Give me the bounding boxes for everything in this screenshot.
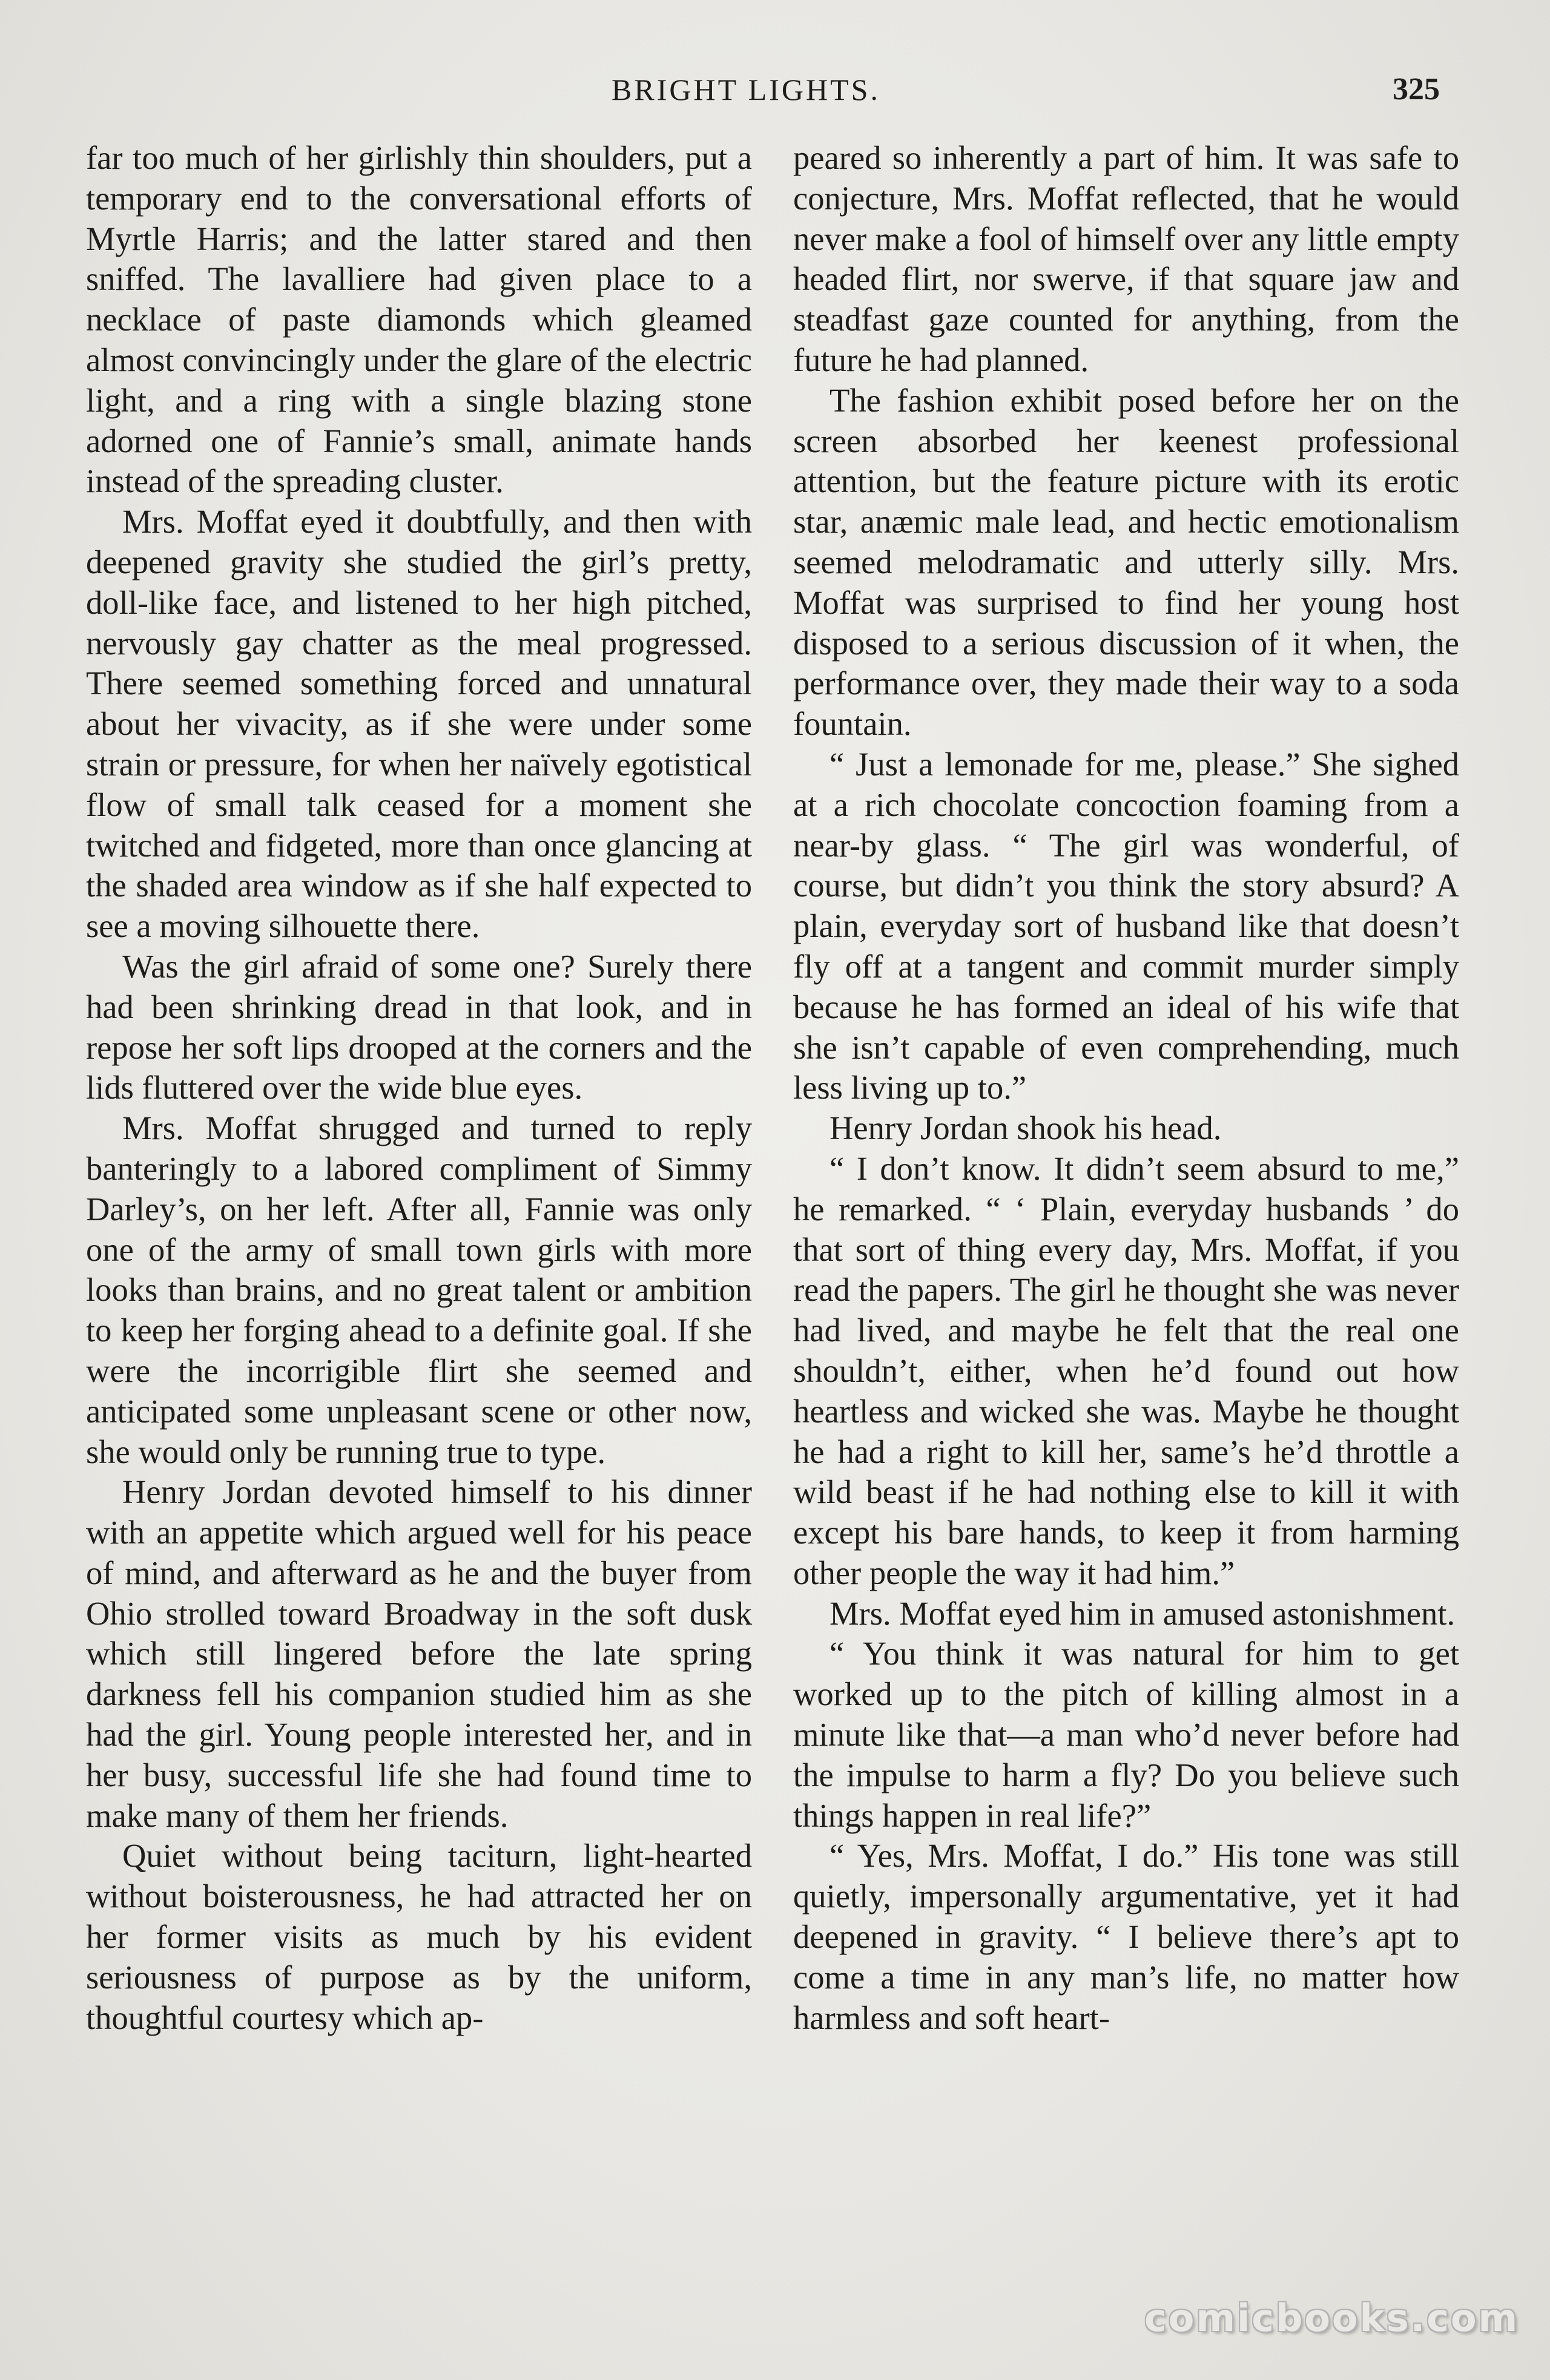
- paragraph: The fashion exhibit posed before her on the screen absorbed her keenest professional attention, but the feature picture with its erotic star, anæmic male lead, and hectic emotionalism seemed melodramatic and utterly silly. Mrs. Moffat was surprised to find her young host disposed to a serious discussion of it when, the performance over, they made their way to a soda fountain.: [793, 381, 1459, 743]
- page-header: [0, 65, 1550, 114]
- paragraph: Was the girl afraid of some one? Surely there had been shrinking dread in that look, and in repose her soft lips drooped at the corners and the lids fluttered over the wide blue eyes.: [86, 947, 752, 1106]
- paragraph: “ You think it was natural for him to get worked up to the pitch of killing almost in a minute like that—a man who’d never before had the impulse to harm a fly? Do you believe such things happen in real life?”: [793, 1635, 1459, 1834]
- site-watermark: comicbooks.com: [1144, 2296, 1520, 2340]
- page-number: 325: [1393, 72, 1440, 107]
- paragraph: Mrs. Moffat eyed it doubtfully, and then with deepened gravity she studied the girl’s pretty, doll-like face, and listened to her high pitched, nervously gay chatter as the meal progressed. There seemed something forced and unnatural about her vivacity, as if she were under some strain or pressure, for when her naïvely egotistical flow of small talk ceased for a moment she twitched and fidgeted, more than once glancing at the shaded area window as if she half expected to see a moving silhouette there.: [86, 503, 752, 945]
- paragraph: far too much of her girlishly thin shoulders, put a temporary end to the conversational efforts of Myrtle Harris; and the latter stared and then sniffed. The lavalliere had given place to a necklace of paste diamonds which gleamed almost convincingly under the glare of the electric light, and a ring with a single blazing stone adorned one of Fannie’s small, animate hands instead of the spreading cluster.: [86, 139, 752, 500]
- right-column: [793, 138, 1459, 2038]
- paragraph: Henry Jordan shook his head.: [829, 1109, 1222, 1147]
- running-head: BRIGHT LIGHTS.: [612, 73, 880, 107]
- paragraph: “ Yes, Mrs. Moffat, I do.” His tone was still quietly, impersonally argumentative, yet it had deepened in gravity. “ I believe there’s apt to come a time in any man’s life, no matter how harmless and soft heart-: [793, 1837, 1459, 2036]
- paragraph: Quiet without being taciturn, light-hearted without boisterousness, he had attracted her on her former visits as much by his evident seriousness of purpose as by the uniform, thoughtful courtesy which ap-: [86, 1837, 752, 2036]
- paragraph: Mrs. Moffat eyed him in amused astonishment.: [829, 1594, 1456, 1632]
- paragraph: Mrs. Moffat shrugged and turned to reply banteringly to a labored compliment of Simmy Darley’s, on her left. After all, Fannie was only one of the army of small town girls with more looks than brains, and no great talent or ambition to keep her forging ahead to a definite goal. If she were the incorrigible flirt she seemed and anticipated some unpleasant scene or other now, she would only be running true to type.: [86, 1109, 752, 1470]
- paragraph: Henry Jordan devoted himself to his dinner with an appetite which argued well for his peace of mind, and afterward as he and the buyer from Ohio strolled toward Broadway in the soft dusk which still lingered before the late spring darkness fell his companion studied him as she had the girl. Young people interested her, and in her busy, successful life she had found time to make many of them her friends.: [86, 1473, 752, 1834]
- paragraph: peared so inherently a part of him. It was safe to conjecture, Mrs. Moffat reflected, that he would never make a fool of himself over any little empty headed flirt, nor swerve, if that square jaw and steadfast gaze counted for anything, from the future he had planned.: [793, 139, 1459, 378]
- paragraph: “ I don’t know. It didn’t seem absurd to me,” he remarked. “ ‘ Plain, everyday husbands ’ do that sort of thing every day, Mrs. Moffat, if you read the papers. The girl he thought she was never had lived, and maybe he felt that the real one shouldn’t, either, when he’d found out how heartless and wicked she was. Maybe he thought he had a right to kill her, same’s he’d throttle a wild beast if he had nothing else to kill it with except his bare hands, to keep it from harming other people the way it had him.”: [793, 1149, 1459, 1591]
- left-column: [86, 138, 752, 2038]
- paragraph: “ Just a lemonade for me, please.” She sighed at a rich chocolate concoction foaming from a near-by glass. “ The girl was wonderful, of course, but didn’t you think the story absurd? A plain, everyday sort of husband like that doesn’t fly off at a tangent and commit murder simply because he has formed an ideal of his wife that she isn’t capable of even comprehending, much less living up to.”: [793, 745, 1459, 1106]
